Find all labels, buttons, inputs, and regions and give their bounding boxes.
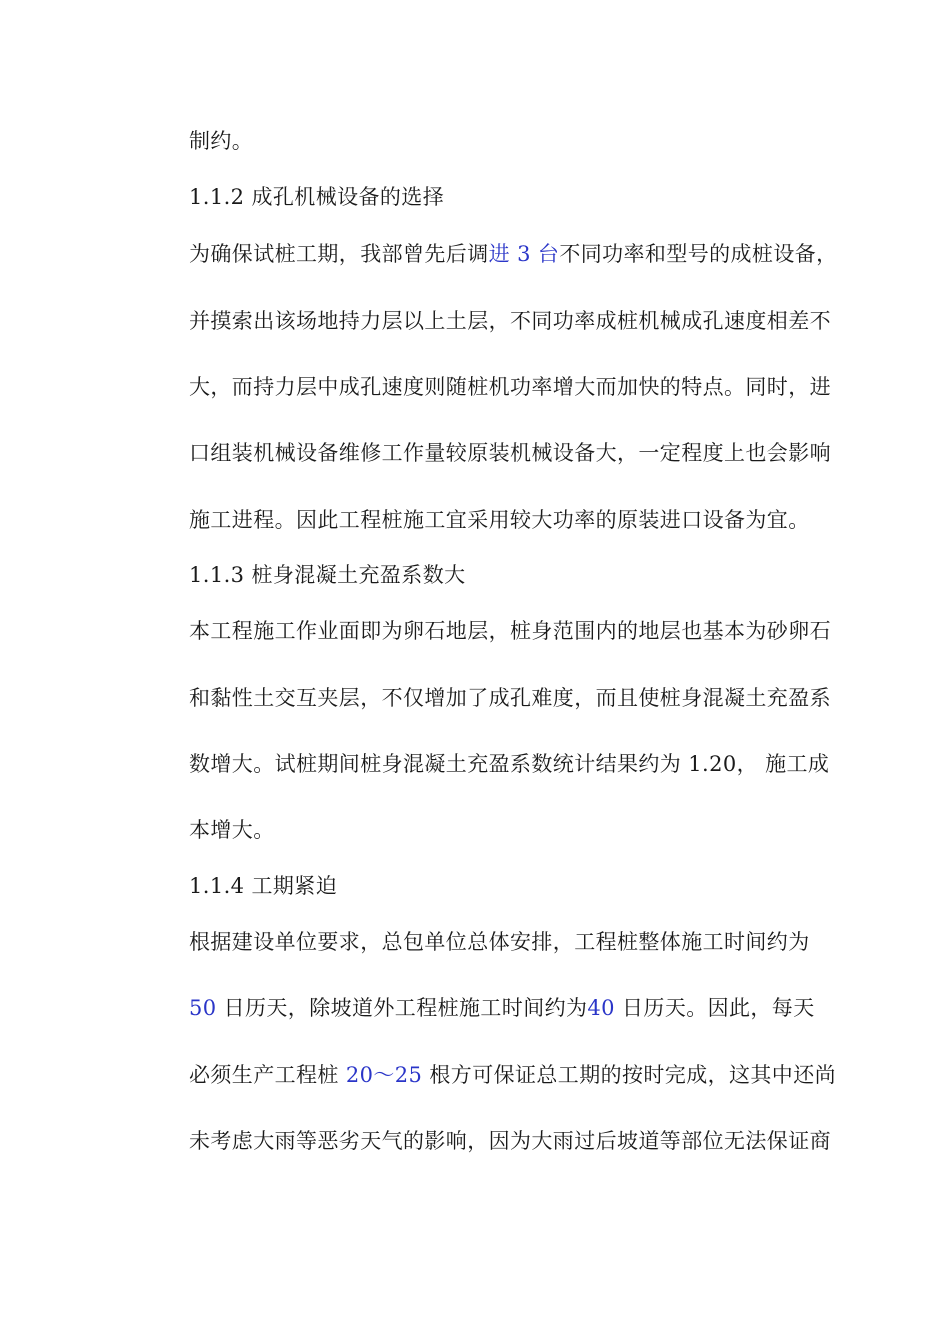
highlighted-text: 50 [189,996,217,1020]
text-segment: 日历天，除坡道外工程桩施工时间约为 [216,996,588,1020]
highlighted-text: 20～25 [345,1063,423,1087]
paragraph-end-line: 制约。 [189,129,254,153]
section-heading-1-1-3: 1.1.3 桩身混凝土充盈系数大 [189,563,466,587]
text-line: 并摸索出该场地持力层以上土层，不同功率成桩机械成孔速度相差不 [189,309,831,333]
section-heading-1-1-2: 1.1.2 成孔机械设备的选择 [189,185,445,209]
section-heading-1-1-4: 1.1.4 工期紧迫 [189,874,338,898]
text-line: 未考虑大雨等恶劣天气的影响，因为大雨过后坡道等部位无法保证商 [189,1129,831,1153]
highlighted-text: 进 3 台 [488,242,560,266]
text-line [189,1061,836,1089]
text-segment: 根方可保证总工期的按时完成，这其中还尚 [422,1063,837,1087]
highlighted-text: 40 [587,996,615,1020]
text-line: 大，而持力层中成孔速度则随桩机功率增大而加快的特点。同时，进 [189,375,831,399]
text-line: 本增大。 [189,818,275,842]
text-line: 本工程施工作业面即为卵石地层，桩身范围内的地层也基本为砂卵石 [189,619,831,643]
text-line: 数增大。试桩期间桩身混凝土充盈系数统计结果约为 1.20， 施工成 [189,752,830,776]
text-line: 口组装机械设备维修工作量较原装机械设备大，一定程度上也会影响 [189,441,831,465]
text-line: 和黏性土交互夹层，不仅增加了成孔难度，而且使桩身混凝土充盈系 [189,686,831,710]
text-line: 根据建设单位要求，总包单位总体安排，工程桩整体施工时间约为 [189,930,810,954]
text-segment: 不同功率和型号的成桩设备， [559,242,838,266]
text-segment: 为确保试桩工期，我部曾先后调 [189,242,489,266]
text-segment: 必须生产工程桩 [189,1063,346,1087]
text-line: 施工进程。因此工程桩施工宜采用较大功率的原装进口设备为宜。 [189,508,810,532]
text-segment: 日历天。因此，每天 [614,996,815,1020]
text-line [189,240,838,268]
text-line [189,994,815,1022]
